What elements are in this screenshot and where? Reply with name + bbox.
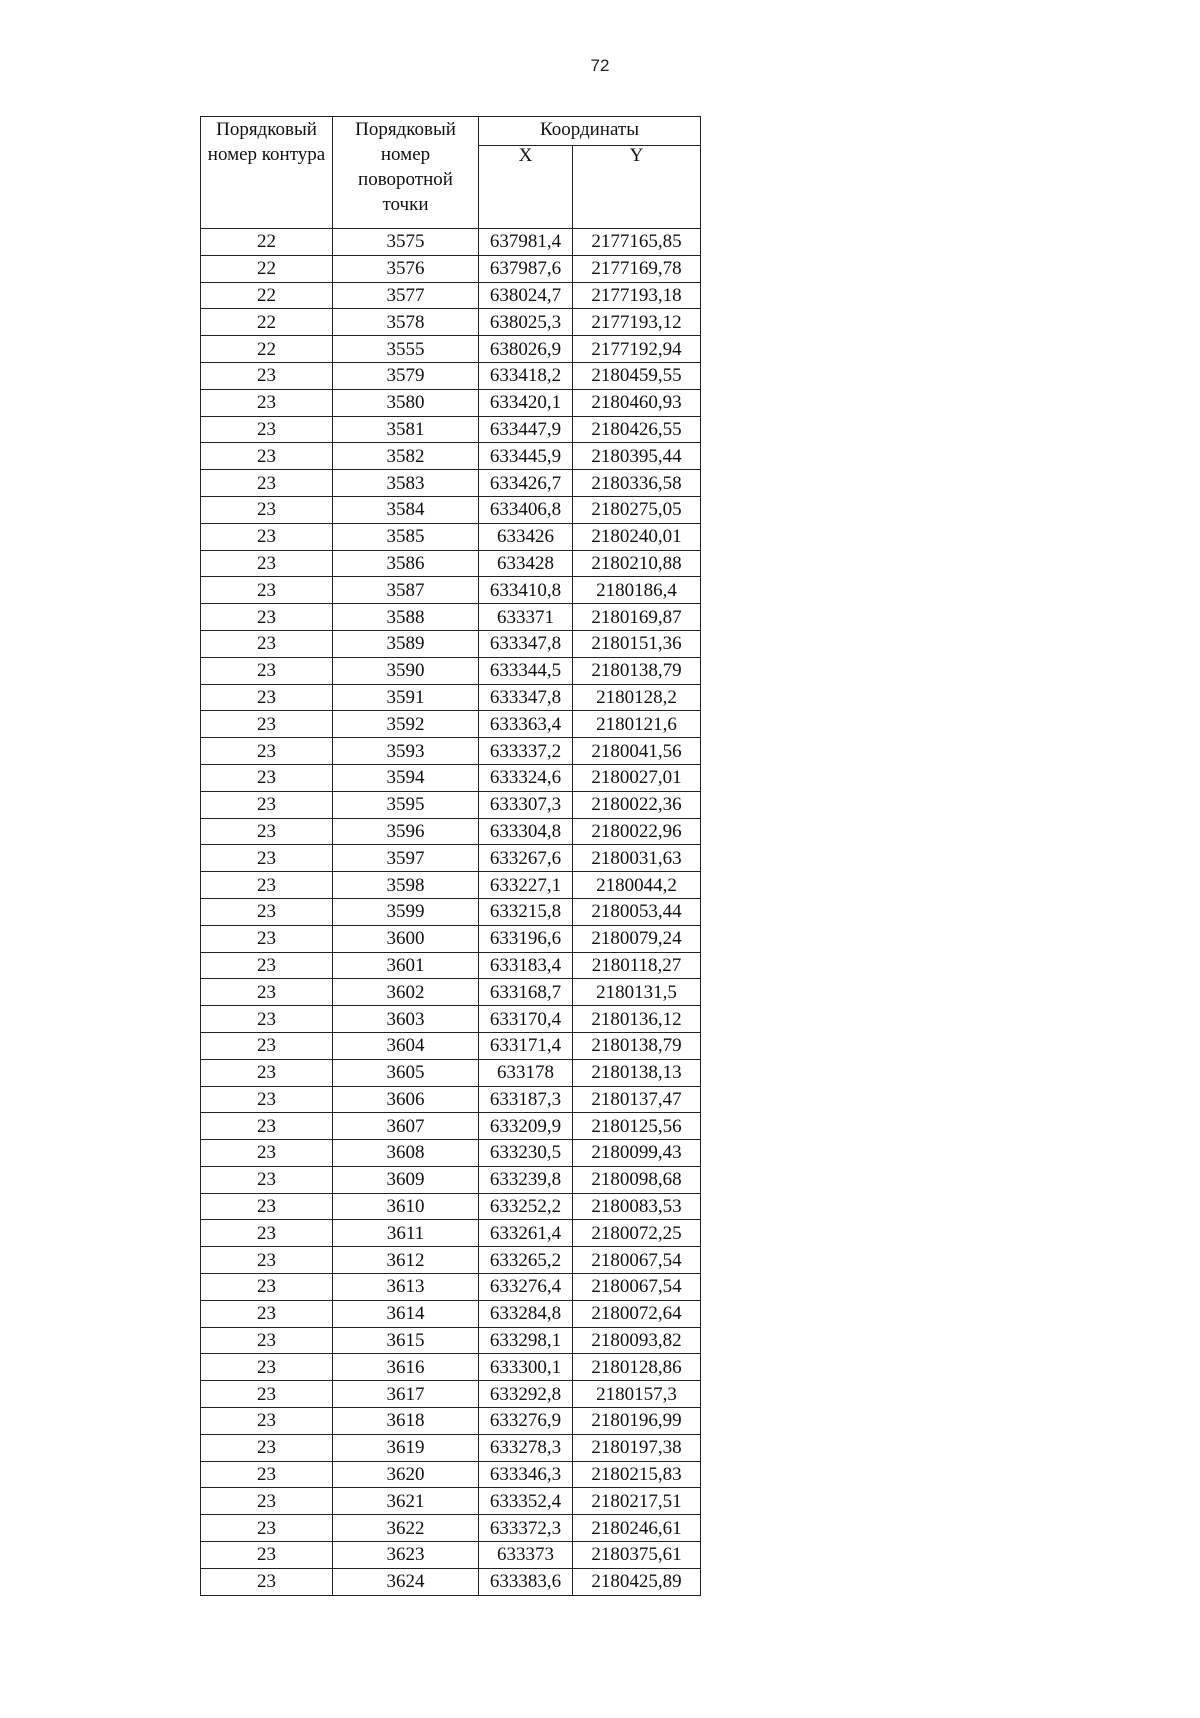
cell-point-number: 3587 <box>333 577 479 604</box>
cell-contour-number: 23 <box>201 952 333 979</box>
cell-x: 633183,4 <box>479 952 573 979</box>
cell-y: 2180131,5 <box>573 979 701 1006</box>
cell-y: 2180426,55 <box>573 416 701 443</box>
cell-x: 633300,1 <box>479 1354 573 1381</box>
cell-point-number: 3618 <box>333 1408 479 1435</box>
cell-contour-number: 23 <box>201 1193 333 1220</box>
cell-contour-number: 23 <box>201 550 333 577</box>
table-row <box>201 1113 701 1140</box>
cell-point-number: 3585 <box>333 523 479 550</box>
cell-contour-number: 22 <box>201 309 333 336</box>
cell-contour-number: 22 <box>201 336 333 363</box>
table-row <box>201 764 701 791</box>
table-row <box>201 496 701 523</box>
cell-contour-number: 23 <box>201 604 333 631</box>
cell-point-number: 3579 <box>333 362 479 389</box>
cell-contour-number: 23 <box>201 1327 333 1354</box>
cell-y: 2180336,58 <box>573 470 701 497</box>
table-row <box>201 630 701 657</box>
cell-x: 633347,8 <box>479 684 573 711</box>
cell-contour-number: 23 <box>201 1408 333 1435</box>
cell-y: 2180121,6 <box>573 711 701 738</box>
table-row <box>201 845 701 872</box>
cell-y: 2177192,94 <box>573 336 701 363</box>
cell-contour-number: 23 <box>201 1274 333 1301</box>
cell-contour-number: 23 <box>201 1568 333 1595</box>
table-row <box>201 282 701 309</box>
cell-x: 633307,3 <box>479 791 573 818</box>
cell-x: 633187,3 <box>479 1086 573 1113</box>
cell-contour-number: 23 <box>201 1247 333 1274</box>
table-row <box>201 577 701 604</box>
table-row <box>201 362 701 389</box>
cell-point-number: 3602 <box>333 979 479 1006</box>
table-row <box>201 952 701 979</box>
cell-x: 633406,8 <box>479 496 573 523</box>
cell-point-number: 3590 <box>333 657 479 684</box>
cell-point-number: 3615 <box>333 1327 479 1354</box>
cell-contour-number: 23 <box>201 1461 333 1488</box>
cell-point-number: 3591 <box>333 684 479 711</box>
cell-x: 633352,4 <box>479 1488 573 1515</box>
table-row <box>201 1542 701 1569</box>
cell-point-number: 3621 <box>333 1488 479 1515</box>
cell-y: 2180083,53 <box>573 1193 701 1220</box>
cell-point-number: 3589 <box>333 630 479 657</box>
cell-contour-number: 23 <box>201 389 333 416</box>
cell-contour-number: 23 <box>201 1220 333 1247</box>
cell-contour-number: 23 <box>201 1434 333 1461</box>
cell-contour-number: 23 <box>201 1032 333 1059</box>
cell-point-number: 3624 <box>333 1568 479 1595</box>
cell-y: 2180041,56 <box>573 738 701 765</box>
cell-point-number: 3592 <box>333 711 479 738</box>
cell-x: 633420,1 <box>479 389 573 416</box>
cell-point-number: 3617 <box>333 1381 479 1408</box>
cell-y: 2180459,55 <box>573 362 701 389</box>
cell-point-number: 3599 <box>333 898 479 925</box>
table-row <box>201 1515 701 1542</box>
cell-x: 633373 <box>479 1542 573 1569</box>
cell-x: 637981,4 <box>479 229 573 256</box>
cell-x: 633209,9 <box>479 1113 573 1140</box>
cell-y: 2180138,79 <box>573 1032 701 1059</box>
header-x: X <box>479 146 573 229</box>
cell-y: 2180460,93 <box>573 389 701 416</box>
cell-contour-number: 22 <box>201 255 333 282</box>
cell-point-number: 3575 <box>333 229 479 256</box>
cell-point-number: 3577 <box>333 282 479 309</box>
cell-point-number: 3578 <box>333 309 479 336</box>
cell-contour-number: 23 <box>201 630 333 657</box>
cell-y: 2180098,68 <box>573 1166 701 1193</box>
table-header <box>201 117 701 229</box>
cell-y: 2177165,85 <box>573 229 701 256</box>
cell-x: 633410,8 <box>479 577 573 604</box>
table-row <box>201 1408 701 1435</box>
cell-y: 2180246,61 <box>573 1515 701 1542</box>
table-row <box>201 523 701 550</box>
cell-contour-number: 23 <box>201 711 333 738</box>
cell-contour-number: 23 <box>201 523 333 550</box>
cell-y: 2180138,79 <box>573 657 701 684</box>
table-row <box>201 925 701 952</box>
cell-y: 2177169,78 <box>573 255 701 282</box>
cell-x: 633196,6 <box>479 925 573 952</box>
header-y: Y <box>573 146 701 229</box>
table-row <box>201 791 701 818</box>
cell-y: 2180031,63 <box>573 845 701 872</box>
table-row <box>201 1220 701 1247</box>
table-row <box>201 738 701 765</box>
table-row <box>201 1059 701 1086</box>
cell-point-number: 3620 <box>333 1461 479 1488</box>
cell-contour-number: 23 <box>201 416 333 443</box>
cell-y: 2180375,61 <box>573 1542 701 1569</box>
cell-point-number: 3586 <box>333 550 479 577</box>
table-row <box>201 1032 701 1059</box>
cell-x: 633178 <box>479 1059 573 1086</box>
table-row <box>201 1568 701 1595</box>
cell-point-number: 3580 <box>333 389 479 416</box>
cell-x: 633284,8 <box>479 1300 573 1327</box>
table-row <box>201 389 701 416</box>
cell-point-number: 3576 <box>333 255 479 282</box>
table-row <box>201 336 701 363</box>
cell-x: 633170,4 <box>479 1006 573 1033</box>
cell-y: 2180197,38 <box>573 1434 701 1461</box>
cell-x: 633346,3 <box>479 1461 573 1488</box>
table-row <box>201 711 701 738</box>
cell-y: 2180072,25 <box>573 1220 701 1247</box>
cell-y: 2180169,87 <box>573 604 701 631</box>
table-row <box>201 1086 701 1113</box>
cell-point-number: 3613 <box>333 1274 479 1301</box>
cell-x: 633267,6 <box>479 845 573 872</box>
cell-y: 2180137,47 <box>573 1086 701 1113</box>
cell-y: 2180125,56 <box>573 1113 701 1140</box>
cell-x: 633171,4 <box>479 1032 573 1059</box>
header-contour-number: Порядковый номер контура <box>201 117 333 229</box>
cell-x: 638025,3 <box>479 309 573 336</box>
cell-point-number: 3601 <box>333 952 479 979</box>
cell-contour-number: 23 <box>201 898 333 925</box>
table-body <box>201 229 701 1596</box>
cell-contour-number: 23 <box>201 872 333 899</box>
cell-x: 633447,9 <box>479 416 573 443</box>
cell-x: 633372,3 <box>479 1515 573 1542</box>
cell-x: 633265,2 <box>479 1247 573 1274</box>
cell-x: 633261,4 <box>479 1220 573 1247</box>
cell-point-number: 3612 <box>333 1247 479 1274</box>
cell-contour-number: 23 <box>201 1140 333 1167</box>
cell-y: 2180044,2 <box>573 872 701 899</box>
table-row <box>201 1381 701 1408</box>
cell-point-number: 3588 <box>333 604 479 631</box>
cell-point-number: 3623 <box>333 1542 479 1569</box>
table-row <box>201 229 701 256</box>
cell-point-number: 3598 <box>333 872 479 899</box>
cell-contour-number: 23 <box>201 1515 333 1542</box>
header-row <box>201 117 701 146</box>
cell-x: 633426,7 <box>479 470 573 497</box>
cell-y: 2180053,44 <box>573 898 701 925</box>
table-row <box>201 979 701 1006</box>
cell-point-number: 3597 <box>333 845 479 872</box>
table-row <box>201 1488 701 1515</box>
header-coordinates: Координаты <box>479 117 701 146</box>
cell-point-number: 3607 <box>333 1113 479 1140</box>
cell-x: 633252,2 <box>479 1193 573 1220</box>
cell-y: 2180099,43 <box>573 1140 701 1167</box>
cell-point-number: 3608 <box>333 1140 479 1167</box>
cell-contour-number: 23 <box>201 764 333 791</box>
cell-y: 2180093,82 <box>573 1327 701 1354</box>
table-row <box>201 1327 701 1354</box>
cell-contour-number: 22 <box>201 229 333 256</box>
cell-contour-number: 23 <box>201 362 333 389</box>
cell-y: 2180072,64 <box>573 1300 701 1327</box>
table-row <box>201 872 701 899</box>
cell-contour-number: 23 <box>201 1300 333 1327</box>
cell-y: 2180210,88 <box>573 550 701 577</box>
cell-y: 2180425,89 <box>573 1568 701 1595</box>
cell-y: 2180217,51 <box>573 1488 701 1515</box>
cell-y: 2177193,18 <box>573 282 701 309</box>
cell-x: 633324,6 <box>479 764 573 791</box>
cell-point-number: 3583 <box>333 470 479 497</box>
cell-y: 2180079,24 <box>573 925 701 952</box>
cell-point-number: 3606 <box>333 1086 479 1113</box>
cell-y: 2180395,44 <box>573 443 701 470</box>
cell-x: 633276,9 <box>479 1408 573 1435</box>
table-row <box>201 1140 701 1167</box>
cell-x: 633239,8 <box>479 1166 573 1193</box>
table-row <box>201 898 701 925</box>
cell-contour-number: 23 <box>201 1166 333 1193</box>
cell-x: 633278,3 <box>479 1434 573 1461</box>
cell-contour-number: 23 <box>201 577 333 604</box>
cell-point-number: 3609 <box>333 1166 479 1193</box>
cell-y: 2180118,27 <box>573 952 701 979</box>
cell-point-number: 3581 <box>333 416 479 443</box>
table-row <box>201 1300 701 1327</box>
table-row <box>201 416 701 443</box>
cell-y: 2180196,99 <box>573 1408 701 1435</box>
cell-contour-number: 22 <box>201 282 333 309</box>
table-row <box>201 818 701 845</box>
table-row <box>201 1247 701 1274</box>
cell-contour-number: 23 <box>201 1059 333 1086</box>
cell-point-number: 3614 <box>333 1300 479 1327</box>
cell-x: 633371 <box>479 604 573 631</box>
cell-x: 633337,2 <box>479 738 573 765</box>
cell-point-number: 3594 <box>333 764 479 791</box>
cell-contour-number: 23 <box>201 818 333 845</box>
cell-y: 2180128,2 <box>573 684 701 711</box>
cell-point-number: 3593 <box>333 738 479 765</box>
table-row <box>201 470 701 497</box>
table-row <box>201 1193 701 1220</box>
cell-point-number: 3582 <box>333 443 479 470</box>
cell-point-number: 3555 <box>333 336 479 363</box>
cell-y: 2180186,4 <box>573 577 701 604</box>
cell-contour-number: 23 <box>201 1113 333 1140</box>
header-point-number: Порядковый номер поворотной точки <box>333 117 479 229</box>
table-row <box>201 1434 701 1461</box>
table-row <box>201 1006 701 1033</box>
cell-point-number: 3584 <box>333 496 479 523</box>
cell-x: 633445,9 <box>479 443 573 470</box>
cell-contour-number: 23 <box>201 1086 333 1113</box>
cell-contour-number: 23 <box>201 979 333 1006</box>
table-row <box>201 443 701 470</box>
cell-x: 633304,8 <box>479 818 573 845</box>
cell-point-number: 3622 <box>333 1515 479 1542</box>
cell-x: 633418,2 <box>479 362 573 389</box>
table-row <box>201 604 701 631</box>
cell-y: 2180022,96 <box>573 818 701 845</box>
cell-x: 633363,4 <box>479 711 573 738</box>
cell-contour-number: 23 <box>201 443 333 470</box>
cell-y: 2180027,01 <box>573 764 701 791</box>
cell-contour-number: 23 <box>201 684 333 711</box>
table-row <box>201 1354 701 1381</box>
table-row <box>201 1274 701 1301</box>
cell-x: 637987,6 <box>479 255 573 282</box>
cell-x: 633344,5 <box>479 657 573 684</box>
cell-point-number: 3595 <box>333 791 479 818</box>
cell-point-number: 3616 <box>333 1354 479 1381</box>
table-row <box>201 255 701 282</box>
cell-x: 633227,1 <box>479 872 573 899</box>
cell-y: 2180240,01 <box>573 523 701 550</box>
cell-y: 2180067,54 <box>573 1247 701 1274</box>
cell-x: 633292,8 <box>479 1381 573 1408</box>
cell-x: 633215,8 <box>479 898 573 925</box>
cell-y: 2180128,86 <box>573 1354 701 1381</box>
cell-y: 2177193,12 <box>573 309 701 336</box>
table-row <box>201 684 701 711</box>
cell-point-number: 3619 <box>333 1434 479 1461</box>
cell-point-number: 3605 <box>333 1059 479 1086</box>
cell-x: 633276,4 <box>479 1274 573 1301</box>
cell-y: 2180275,05 <box>573 496 701 523</box>
cell-y: 2180157,3 <box>573 1381 701 1408</box>
cell-x: 638026,9 <box>479 336 573 363</box>
cell-y: 2180136,12 <box>573 1006 701 1033</box>
cell-x: 633426 <box>479 523 573 550</box>
cell-contour-number: 23 <box>201 1006 333 1033</box>
table-row <box>201 1461 701 1488</box>
cell-y: 2180151,36 <box>573 630 701 657</box>
table-row <box>201 1166 701 1193</box>
cell-point-number: 3596 <box>333 818 479 845</box>
cell-contour-number: 23 <box>201 1542 333 1569</box>
cell-point-number: 3604 <box>333 1032 479 1059</box>
cell-x: 633428 <box>479 550 573 577</box>
cell-point-number: 3610 <box>333 1193 479 1220</box>
coordinates-table <box>200 116 701 1596</box>
cell-y: 2180215,83 <box>573 1461 701 1488</box>
cell-x: 633383,6 <box>479 1568 573 1595</box>
table-row <box>201 309 701 336</box>
cell-point-number: 3600 <box>333 925 479 952</box>
cell-x: 633298,1 <box>479 1327 573 1354</box>
cell-y: 2180022,36 <box>573 791 701 818</box>
cell-contour-number: 23 <box>201 470 333 497</box>
cell-contour-number: 23 <box>201 1354 333 1381</box>
cell-y: 2180067,54 <box>573 1274 701 1301</box>
table-row <box>201 550 701 577</box>
cell-x: 638024,7 <box>479 282 573 309</box>
cell-x: 633168,7 <box>479 979 573 1006</box>
page-number: 72 <box>590 56 610 75</box>
cell-point-number: 3603 <box>333 1006 479 1033</box>
cell-contour-number: 23 <box>201 1488 333 1515</box>
cell-x: 633230,5 <box>479 1140 573 1167</box>
cell-contour-number: 23 <box>201 791 333 818</box>
cell-contour-number: 23 <box>201 925 333 952</box>
cell-contour-number: 23 <box>201 738 333 765</box>
cell-contour-number: 23 <box>201 657 333 684</box>
cell-contour-number: 23 <box>201 496 333 523</box>
cell-y: 2180138,13 <box>573 1059 701 1086</box>
cell-point-number: 3611 <box>333 1220 479 1247</box>
cell-contour-number: 23 <box>201 845 333 872</box>
table-row <box>201 657 701 684</box>
cell-contour-number: 23 <box>201 1381 333 1408</box>
cell-x: 633347,8 <box>479 630 573 657</box>
